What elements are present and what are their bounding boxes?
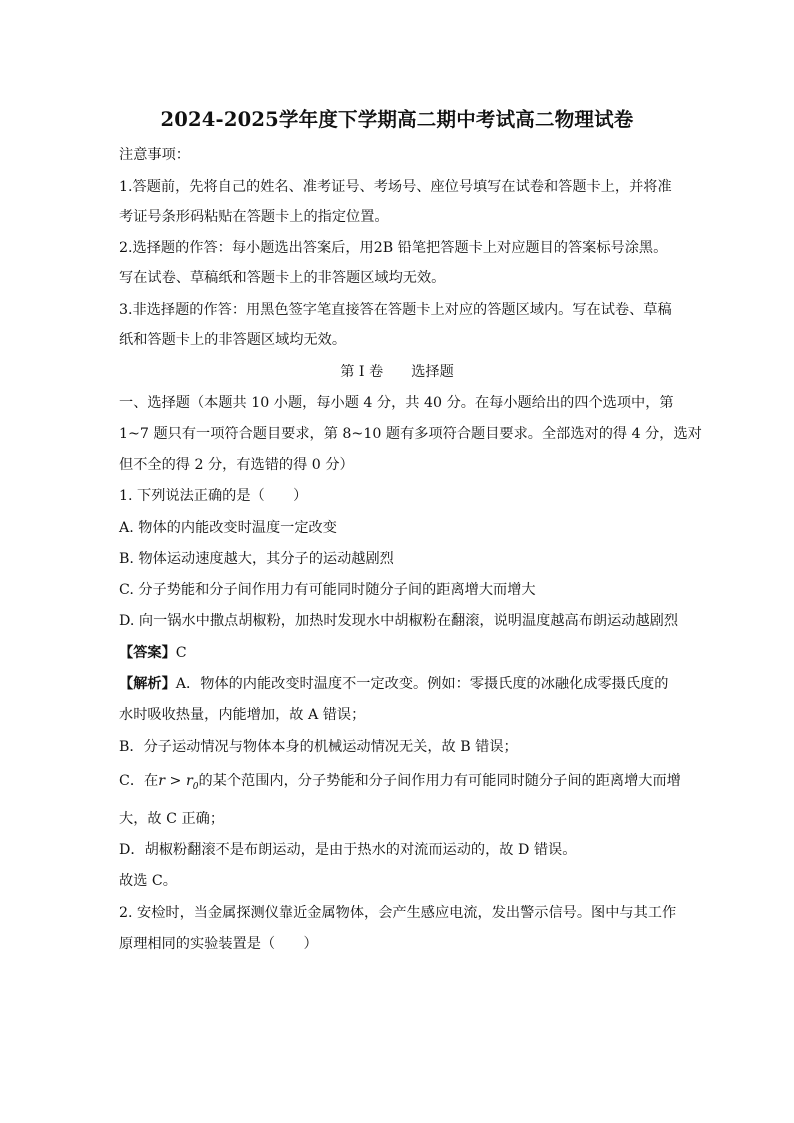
question-1-analysis-d: D．胡椒粉翻滚不是布朗运动，是由于热水的对流而运动的，故 D 错误。 [119, 842, 577, 858]
question-1-answer [119, 643, 187, 663]
part1-instruction-line-3: 但不全的得 2 分，有选错的得 0 分） [119, 457, 354, 473]
question-1-analysis-a-line-2: 水时吸收热量，内能增加，故 A 错误； [119, 707, 366, 723]
question-1-option-b: B. 物体运动速度越大，其分子的运动越剧烈 [119, 551, 394, 567]
question-1-analysis-c-line-2: 大，故 C 正确； [119, 811, 225, 827]
answer-label: 【答案】 [119, 645, 176, 661]
analysis-label: 【解析】 [119, 676, 176, 692]
section-volume: 第 I 卷 [340, 364, 384, 380]
question-1-option-c: C. 分子势能和分子间作用力有可能同时随分子间的距离增大而增大 [119, 582, 536, 598]
question-1-option-a: A. 物体的内能改变时温度一定改变 [119, 520, 337, 536]
analysis-a-text: A．物体的内能改变时温度不一定改变。例如：零摄氏度的冰融化成零摄氏度的 [175, 676, 669, 692]
question-1-stem: 1. 下列说法正确的是（ ） [119, 488, 308, 504]
math-r0: r [185, 773, 193, 789]
notice-item-2-line-2: 写在试卷、草稿纸和答题卡上的非答题区域均无效。 [119, 270, 446, 286]
question-1-option-d: D. 向一锅水中撒点胡椒粉，加热时发现水中胡椒粉在翻滚，说明温度越高布朗运动越剧烈 [119, 613, 679, 629]
question-1-analysis-a-line-1 [119, 674, 668, 694]
question-2-stem-line-2: 原理相同的实验装置是（ ） [119, 936, 318, 952]
notice-item-1-line-2: 考证号条形码粘贴在答题卡上的指定位置。 [119, 209, 389, 225]
answer-value: C [175, 645, 187, 661]
page-title: 2024-2025学年度下学期高二期中考试高二物理试卷 [160, 108, 634, 131]
question-1-conclusion: 故选 C。 [119, 873, 177, 889]
notice-item-3-line-2: 纸和答题卡上的非答题区域均无效。 [119, 332, 347, 348]
math-r: r [158, 773, 166, 789]
question-1-analysis-c-line-1 [119, 771, 681, 797]
notice-item-3-line-1: 3.非选择题的作答：用黑色签字笔直接答在答题卡上对应的答题区域内。写在试卷、草稿 [119, 302, 672, 318]
question-1-analysis-b: B．分子运动情况与物体本身的机械运动情况无关，故 B 错误； [119, 739, 518, 755]
math-expression [158, 773, 199, 792]
math-operator: > [165, 773, 186, 789]
math-r0-subscript: 0 [192, 781, 199, 792]
notice-item-2-line-1: 2.选择题的作答：每小题选出答案后，用2B 铅笔把答题卡上对应题目的答案标号涂黑。 [119, 240, 668, 256]
section-heading [0, 362, 794, 382]
part1-instruction-line-1: 一、选择题（本题共 10 小题，每小题 4 分，共 40 分。在每小题给出的四个选项中，第 [119, 395, 674, 411]
part1-instruction-line-2: 1~7 题只有一项符合题目要求，第 8~10 题有多项符合题目要求。全部选对的得 4 分，选对 [119, 426, 702, 442]
analysis-c-prefix: C．在 [119, 773, 159, 789]
analysis-c-suffix: 的某个范围内，分子势能和分子间作用力有可能同时随分子间的距离增大而增 [198, 773, 681, 789]
section-name: 选择题 [411, 364, 454, 380]
notice-item-1-line-1: 1.答题前，先将自己的姓名、准考证号、考场号、座位号填写在试卷和答题卡上，并将准 [119, 179, 672, 195]
notice-heading: 注意事项： [119, 147, 190, 163]
question-2-stem-line-1: 2. 安检时，当金属探测仪靠近金属物体，会产生感应电流，发出警示信号。图中与其工作 [119, 905, 677, 921]
